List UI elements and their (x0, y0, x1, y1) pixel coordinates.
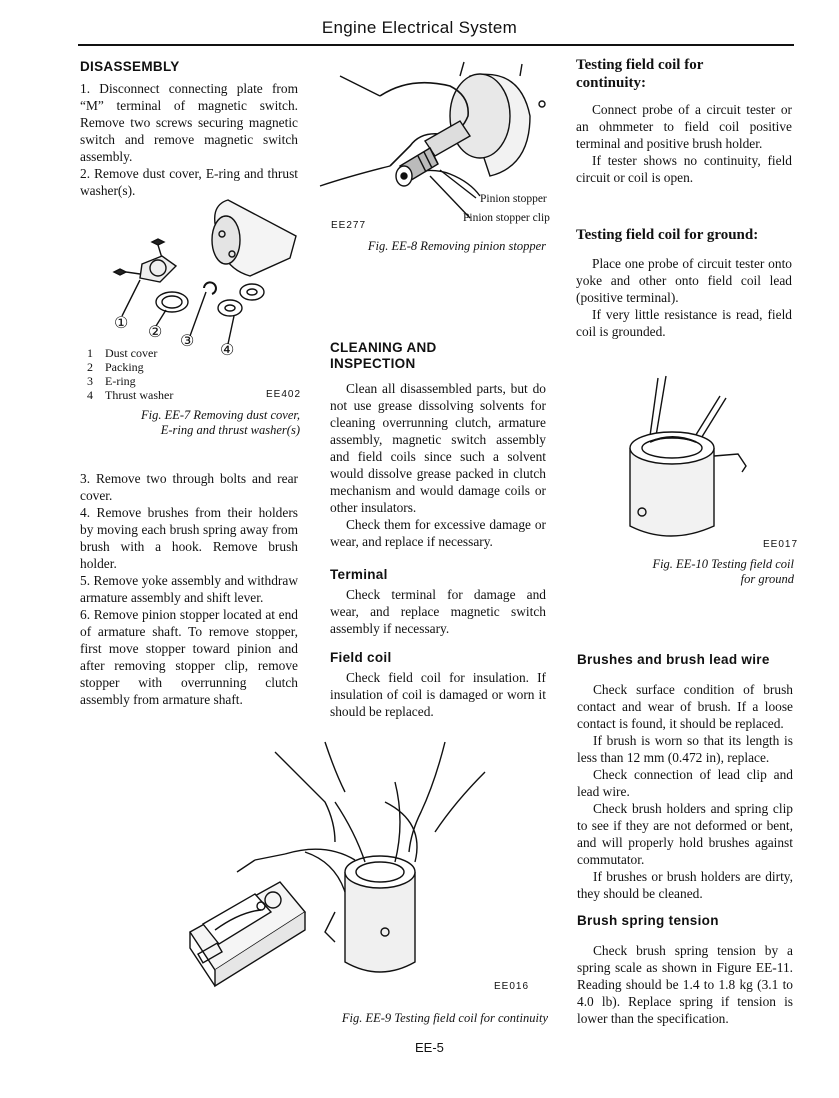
cleaning-paras (330, 380, 546, 550)
step-6: 6. Remove pinion stopper located at end of armature shaft. To remove stopper, first move stopper toward pinion and after removing stopper clip, remove stopper with overrunning clutch assembly from armature shaft. (80, 607, 298, 707)
fig7-callout-2: ② (148, 324, 163, 341)
fig-ee7-drawing (100, 196, 300, 356)
cleaning-heading: CLEANING AND INSPECTION (330, 340, 437, 371)
fig7-callout-1: ① (114, 315, 129, 332)
legend-row: 4 Thrust washer (87, 388, 174, 402)
fig9-caption: Fig. EE-9 Testing field coil for continuity (341, 1011, 548, 1025)
disassembly-steps-a (80, 80, 298, 199)
cleaning-para-2: Check them for excessive damage or wear, and replace if necessary. (330, 517, 546, 549)
fig8-label-stopper: Pinion stopper (480, 193, 547, 205)
terminal-para: Check terminal for damage and wear, and replace magnetic switch assembly if necessary. (330, 587, 546, 636)
terminal-heading: Terminal (330, 567, 388, 582)
page-number: EE-5 (415, 1040, 444, 1055)
brushes-paras (577, 681, 793, 902)
fig-ee10-drawing (620, 376, 770, 546)
fig7-code: EE402 (266, 389, 302, 400)
fig8-label-clip: Pinion stopper clip (463, 212, 550, 224)
cleaning-para-1: Clean all disassembled parts, but do not use grease dissolving solvents for cleaning overrunning clutch, armature assembly, magnetic switch assembly and field coils since such a solvent would dissolve grease packed in clutch mechanism and would damage coils or other insulators. (330, 381, 546, 515)
fieldcoil-heading: Field coil (330, 650, 392, 665)
header-rule (78, 44, 794, 46)
fig10-caption: Fig. EE-10 Testing field coil for ground (652, 557, 794, 586)
continuity-para-2: If tester shows no continuity, field circuit or coil is open. (576, 153, 792, 185)
legend-row: 2 Packing (87, 360, 144, 374)
brushes-para-3: Check connection of lead clip and lead wire. (577, 767, 793, 799)
ground-paras (576, 255, 792, 340)
step-3: 3. Remove two through bolts and rear cover. (80, 471, 298, 503)
ground-heading: Testing field coil for ground: (576, 227, 759, 243)
fig10-code: EE017 (763, 539, 799, 550)
disassembly-heading: DISASSEMBLY (80, 59, 180, 74)
brushes-para-1: Check surface condition of brush contact and wear of brush. If a loose contact is found, it should be replaced. (577, 682, 793, 731)
fig9-code: EE016 (494, 981, 530, 992)
continuity-paras (576, 101, 792, 186)
fig7-caption: Fig. EE-7 Removing dust cover, E-ring and thrust washer(s) (141, 408, 300, 437)
fig7-legend (87, 346, 173, 402)
fieldcoil-para: Check field coil for insulation. If insulation of coil is damaged or worn it should be replaced. (330, 670, 546, 719)
brushes-heading: Brushes and brush lead wire (577, 652, 770, 667)
spring-para: Check brush spring tension by a spring scale as shown in Figure EE-11. Reading should be 1.4 to 1.8 kg (3.1 to 4.0 lb). Replace spring if tension is lower than the specification. (577, 943, 793, 1026)
legend-row: 3 E-ring (87, 374, 136, 388)
ground-para-2: If very little resistance is read, field coil is grounded. (576, 307, 792, 339)
step-1: 1. Disconnect connecting plate from “M” terminal of magnetic switch. Remove two screws securing magnetic switch and remove magnetic switch assembly. (80, 81, 298, 164)
step-2: 2. Remove dust cover, E-ring and thrust washer(s). (80, 166, 298, 198)
fig7-callout-3: ③ (180, 333, 195, 350)
step-4: 4. Remove brushes from their holders by moving each brush spring away from brush with a hook. Remove brush holder. (80, 505, 298, 571)
fig8-caption: Fig. EE-8 Removing pinion stopper (367, 239, 546, 253)
disassembly-steps-b (80, 470, 298, 708)
ground-para-1: Place one probe of circuit tester onto yoke and other onto field coil lead (positive terminal). (576, 256, 792, 305)
brushes-para-5: If brushes or brush holders are dirty, they should be cleaned. (577, 869, 793, 901)
legend-row: 1 Dust cover (87, 346, 158, 360)
continuity-heading: Testing field coil for continuity: (576, 57, 704, 91)
fig-ee9-drawing (185, 742, 495, 1002)
spring-heading: Brush spring tension (577, 913, 719, 928)
fig8-code: EE277 (331, 220, 367, 231)
fig7-callout-4: ④ (220, 342, 235, 359)
brushes-para-4: Check brush holders and spring clip to see if they are not deformed or bent, and will properly hold brushes against commutator. (577, 801, 793, 867)
brushes-para-2: If brush is worn so that its length is less than 12 mm (0.472 in), replace. (577, 733, 793, 765)
step-5: 5. Remove yoke assembly and withdraw armature assembly and shift lever. (80, 573, 298, 605)
continuity-para-1: Connect probe of a circuit tester or an ohmmeter to field coil positive terminal and positive brush holder. (576, 102, 792, 151)
page-header-title: Engine Electrical System (321, 18, 518, 37)
